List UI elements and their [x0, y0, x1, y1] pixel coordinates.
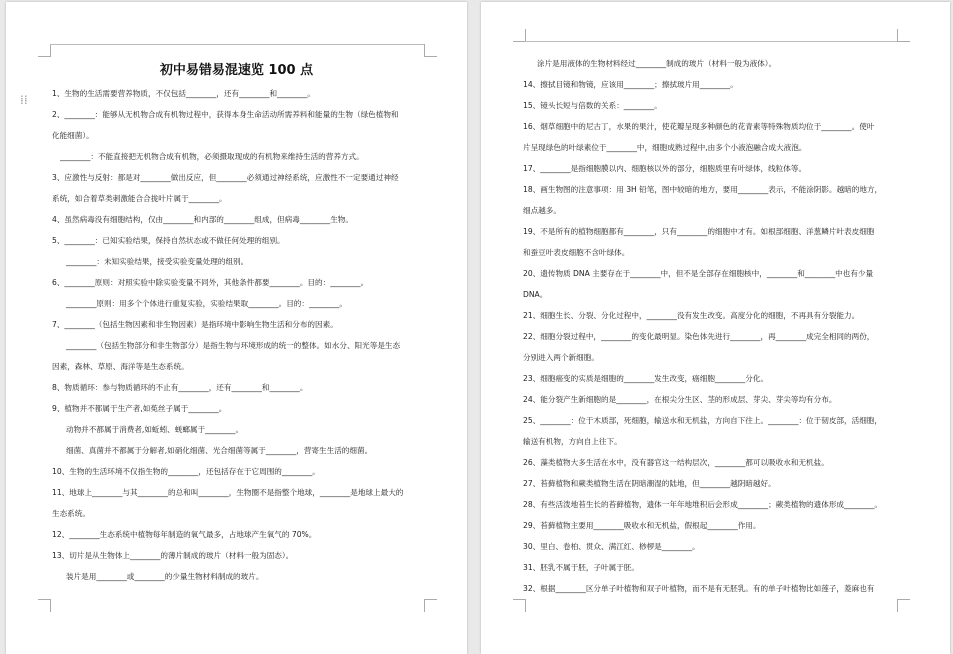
text-line: 因素，森林、草原、海洋等是生态系统。	[52, 362, 189, 371]
header-rule	[50, 44, 424, 45]
text-line: 32、根据________区分单子叶植物和双子叶植物，而不是有无胚乳。有的单子叶植物比如莲子，菱麻也有	[523, 584, 875, 593]
text-line: 系统，如合着草类刺激能合合拢叶片属于________。	[52, 194, 227, 203]
text-line: 生态系统。	[52, 509, 90, 518]
document-title: 初中易错易混速览 100 点	[159, 63, 314, 78]
text-line: 22、细胞分裂过程中，________的变化最明显。染色体先进行________，再________成完全相同的两份，	[523, 332, 875, 341]
text-line: 装片是用________或________的少量生物材料制成的玻片。	[66, 572, 264, 581]
text-line: 动物并不都属于消费者,如蚯蚓、蜣螂属于________。	[66, 425, 244, 434]
text-line: 17、________是指细胞膜以内、细胞核以外的部分，细胞质里有叶绿体，线粒体等。	[523, 164, 807, 173]
page-corner-mark	[38, 599, 51, 612]
document-page-right	[481, 2, 950, 654]
text-line: 14、擦拭目镜和物镜，应该用________；擦拭玻片用________。	[523, 80, 738, 89]
text-line: 13、切片是从生物体上________的薄片制成的玻片（材料一般为固态）。	[52, 551, 294, 560]
text-line: 20、遗传物质 DNA 主要存在于________中，但不是全部存在细胞核中，________和________中也有少量	[523, 269, 874, 278]
page-corner-mark	[38, 44, 51, 57]
text-line: 30、里白、卷柏、贯众、满江红、桫椤是________。	[523, 542, 700, 551]
text-line: 25、________：位于木质部，死细胞，输送水和无机盐，方向自下往上。________：位于韧皮部，活细胞，	[523, 416, 882, 425]
text-line: 5、________：已知实验结果，保持自然状态或不做任何处理的组别。	[52, 236, 285, 245]
text-line: 29、苔藓植物主要用________吸收水和无机盐，假根起________作用。	[523, 521, 761, 530]
text-line: DNA。	[523, 290, 548, 299]
text-line: ________：不能直接把无机物合成有机物，必须摄取现成的有机物来维持生活的营养方式。	[60, 152, 364, 161]
text-line: 24、能分裂产生新细胞的是________，在根尖分生区、茎的形成层、芽尖、芽尖等均有分布。	[523, 395, 837, 404]
page-corner-mark	[513, 599, 526, 612]
drag-handle-icon[interactable]: ⁞⁞	[20, 93, 28, 107]
text-line: 分别进入两个新细胞。	[523, 353, 599, 362]
text-line: 片呈现绿色的叶绿素位于________中，细胞成熟过程中,由多个小液泡融合成大液泡。	[523, 143, 807, 152]
header-rule	[525, 41, 897, 42]
text-line: 6、________原则：对照实验中除实验变量不同外，其他条件都要________。目的：________。	[52, 278, 369, 287]
text-line: 1、生物的生活需要营养物质，不仅包括________，还有________和________。	[52, 89, 316, 98]
text-line: 28、有些活泼地苔生长的苔藓植物，遗体一年年地堆积后会形成________；蕨类植物的遗体形成________。	[523, 500, 882, 509]
text-line: 31、胚乳不属于胚，子叶属于胚。	[523, 563, 639, 572]
text-line: ________（包括生物部分和非生物部分）是指生物与环境形成的统一的整体。如水分、阳光等是生态	[66, 341, 401, 350]
text-line: 26、藻类植物大多生活在水中，没有器官这一结构层次，________都可以吸收水和无机盐。	[523, 458, 829, 467]
text-line: 4、虽然病毒没有细胞结构，仅由________和内部的________组成，但病毒________生物。	[52, 215, 353, 224]
text-line: 化能细菌）。	[52, 131, 94, 140]
text-line: 15、镜头长短与倍数的关系：________。	[523, 101, 662, 110]
text-line: 16、烟草细胞中的尼古丁，水果的果汁，使花瓣呈现多种颜色的花青素等特殊物质均位于________。使叶	[523, 122, 875, 131]
text-line: ________原则：用多个个体进行重复实验，实验结果取________。目的：________。	[66, 299, 347, 308]
text-line: 和蚕豆叶表皮细胞不含叶绿体。	[523, 248, 630, 257]
text-line: 涂片是用液体的生物材料经过________制成的玻片（材料一般为液体）。	[537, 59, 777, 68]
page-corner-mark	[424, 44, 437, 57]
text-line: 19、不是所有的植物细胞都有________，只有________的细胞中才有。如根部细胞、洋葱鳞片叶表皮细胞	[523, 227, 875, 236]
text-line: 27、苔藓植物和蕨类植物生活在阴暗潮湿的陆地，但________越阴暗越好。	[523, 479, 776, 488]
page-corner-mark	[897, 29, 910, 42]
page-corner-mark	[424, 599, 437, 612]
text-line: 8、物质循环：参与物质循环的不止有________，还有________和________。	[52, 383, 308, 392]
text-line: 18、画生物图的注意事项：用 3H 铅笔，图中较暗的地方，要用________表示，不能涂阴影。越暗的地方，	[523, 185, 883, 194]
text-line: 12、________生态系统中植物每年制造的氧气最多，占地球产生氧气的 70%。	[52, 530, 317, 539]
text-line: 23、细胞癌变的实质是细胞的________发生改变，癌细胞________分化。	[523, 374, 769, 383]
document-page-left	[6, 2, 467, 654]
text-line: 11、地球上________与其________的总和叫________，生物圈不是指整个地球，________是地球上最大的	[52, 488, 404, 497]
page-corner-mark	[897, 599, 910, 612]
text-line: 2、________：能够从无机物合成有机物过程中，获得本身生命活动所需养料和能量的生物（绿色植物和	[52, 110, 399, 119]
text-line: 细菌、真菌并不都属于分解者,如硝化细菌、光合细菌等属于________，营寄生生活的细菌。	[66, 446, 373, 455]
text-line: 细点越多。	[523, 206, 561, 215]
text-line: 10、生物的生活环境不仅指生物的________，还包括存在于它周围的________。	[52, 467, 320, 476]
text-line: 输送有机物，方向自上往下。	[523, 437, 622, 446]
text-line: 21、细胞生长、分裂、分化过程中，________没有发生改变。高度分化的细胞，不再具有分裂能力。	[523, 311, 860, 320]
text-line: ________：未知实验结果，接受实验变量处理的组别。	[66, 257, 249, 266]
text-line: 3、应激性与反射：都是对________做出反应，但________必须通过神经系统，应激性不一定要通过神经	[52, 173, 399, 182]
text-line: 7、________（包括生物因素和非生物因素）是指环境中影响生物生活和分布的因素。	[52, 320, 338, 329]
text-line: 9、植物并不都属于生产者,如菟丝子属于________。	[52, 404, 227, 413]
